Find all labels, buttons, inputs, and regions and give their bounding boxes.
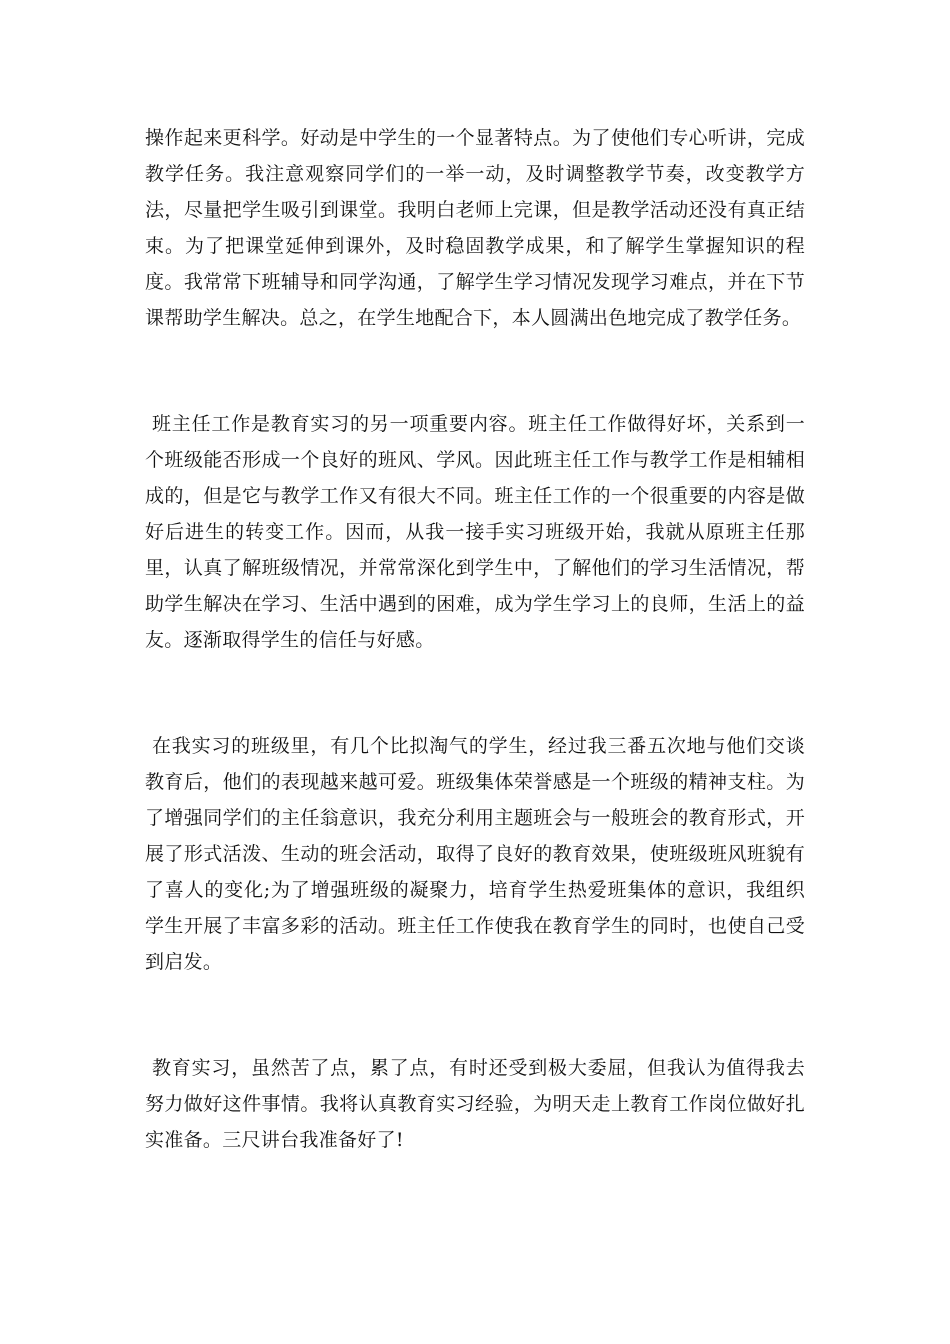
paragraph-conclusion: 教育实习，虽然苦了点，累了点，有时还受到极大委屈，但我认为值得我去努力做好这件事情。我将认真教育实习经验，为明天走上教育工作岗位做好扎实准备。三尺讲台我准备好了!: [145, 1057, 805, 1151]
paragraph-class-teacher-work: 班主任工作是教育实习的另一项重要内容。班主任工作做得好坏，关系到一个班级能否形成一个良好的班风、学风。因此班主任工作与教学工作是相辅相成的，但是它与教学工作又有很大不同。班主任工作的一个很重要的内容是做好后进生的转变工作。因而，从我一接手实习班级开始，我就从原班主任那里，认真了解班级情况，并常常深化到学生中，了解他们的学习生活情况，帮助学生解决在学习、生活中遇到的困难，成为学生学习上的良师，生活上的益友。逐渐取得学生的信任与好感。: [145, 413, 805, 651]
paragraph-teaching-method: 操作起来更科学。好动是中学生的一个显著特点。为了使他们专心听讲，完成教学任务。我注意观察同学们的一举一动，及时调整教学节奏，改变教学方法，尽量把学生吸引到课堂。我明白老师上完课，但是教学活动还没有真正结束。为了把课堂延伸到课外，及时稳固教学成果，和了解学生掌握知识的程度。我常常下班辅导和同学沟通，了解学生学习情况发现学习难点，并在下节课帮助学生解决。总之，在学生地配合下，本人圆满出色地完成了教学任务。: [145, 127, 805, 329]
document-body: [145, 120, 805, 1158]
paragraph-class-activities: 在我实习的班级里，有几个比拟淘气的学生，经过我三番五次地与他们交谈教育后，他们的表现越来越可爱。班级集体荣誉感是一个班级的精神支柱。为了增强同学们的主任翁意识，我充分利用主题班会与一般班会的教育形式，开展了形式活泼、生动的班会活动，取得了良好的教育效果，使班级班风班貌有了喜人的变化;为了增强班级的凝聚力，培育学生热爱班集体的意识，我组织学生开展了丰富多彩的活动。班主任工作使我在教育学生的同时，也使自己受到启发。: [145, 735, 805, 973]
